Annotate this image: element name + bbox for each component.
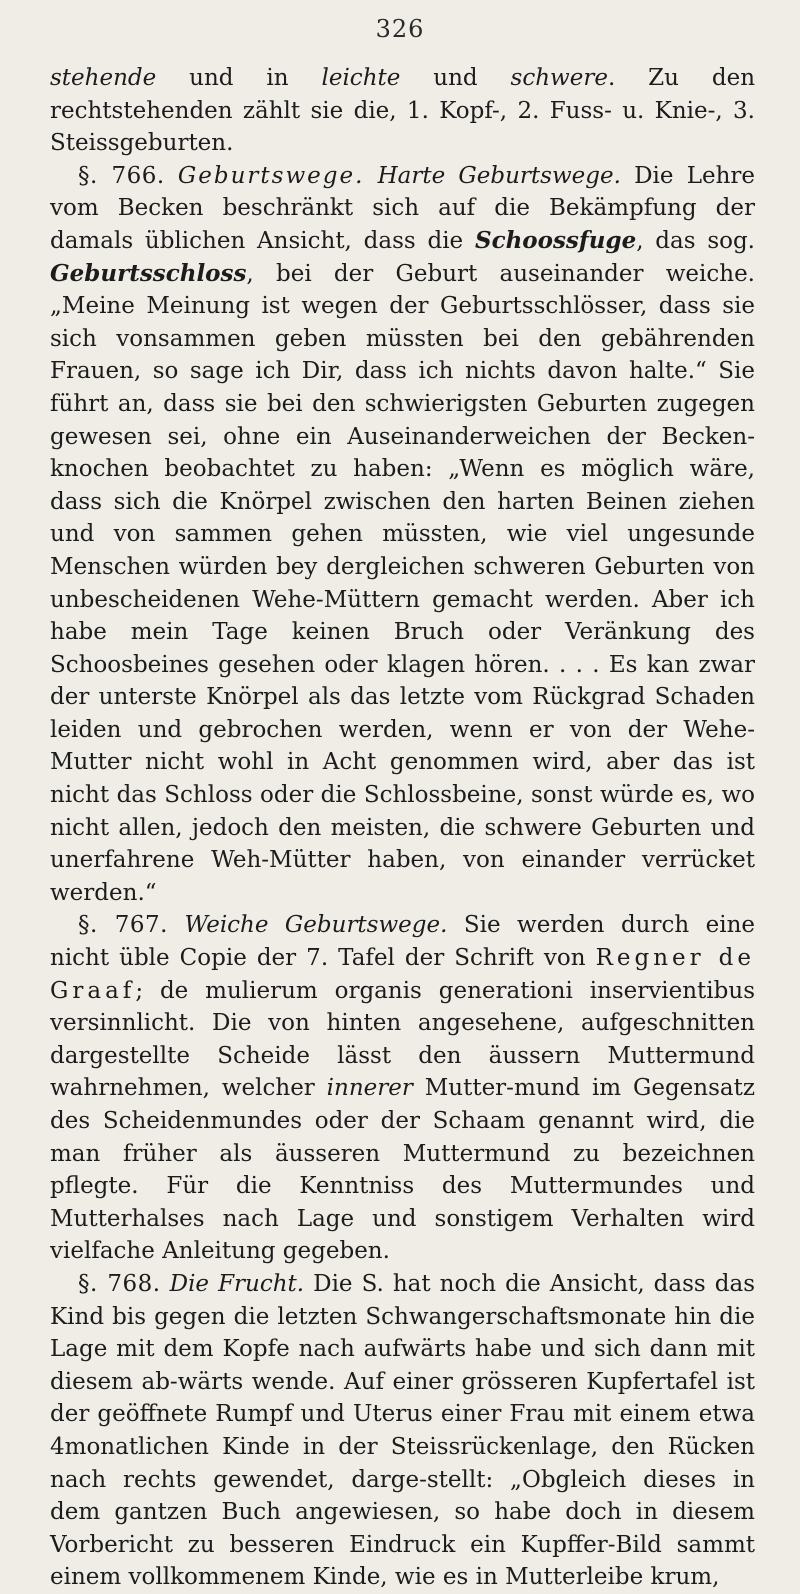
body-text [50, 62, 755, 1594]
section-heading: Weiche Geburtswege. [184, 912, 448, 939]
paragraph-intro: stehende und in leichte und schwere. Zu den rechtstehenden zählt sie die, 1. Kopf-, 2. Fuss- u. Knie-, 3. Steissgeburten. [50, 65, 756, 157]
section-heading: Geburtswege. [177, 162, 365, 189]
paragraph-766: §. 766. Geburtswege. Harte Geburtswege. Die Lehre vom Becken beschränkt sich auf die Bekämpfung der damals üblichen Ansicht, dass die Schoossfuge, das sog. Geburtsschloss, bei der Geburt auseinander weiche. „Meine Meinung ist wegen der Geburtsschlösser, dass sie sich vonsammen geben müssten bei den gebährenden Frauen, so sage ich Dir, dass ich nichts davon halte.“ Sie führt an, dass sie bei den schwierigsten Geburten zugegen gewesen sei, ohne ein Auseinanderweichen der Becken-knochen beobachtet zu haben: „Wenn es möglich wäre, dass sich die Knörpel zwischen den harten Beinen ziehen und von sammen gehen müssten, wie viel ungesunde Menschen würden bey dergleichen schweren Geburten von unbescheidenen Wehe-Müttern gemacht werden. Aber ich habe mein Tage keinen Bruch oder Veränkung des Schoosbeines gesehen oder klagen hören. . . . Es kan zwar der unterste Knörpel als das letzte vom Rückgrad Schaden leiden und gebrochen werden, wenn er von der Wehe-Mutter nicht wohl in Acht genommen wird, aber das ist nicht das Schloss oder die Schlossbeine, sonst würde es, wo nicht allen, jedoch den meisten, die schwere Geburten und unerfahrene Weh-Mütter haben, von einander verrücket werden.“ [50, 162, 756, 906]
term-innerer: innerer [326, 1075, 413, 1102]
term-schwere: schwere [510, 65, 608, 91]
section-number: §. 768. [78, 1270, 161, 1297]
section-subheading: Harte Geburtswege. [377, 162, 621, 189]
term-stehende: stehende [50, 65, 157, 91]
section-heading: Die Frucht. [169, 1270, 305, 1297]
paragraph-767: §. 767. Weiche Geburtswege. Sie werden durch eine nicht üble Copie der 7. Tafel der Schrift von Regner de Graaf; de mulierum organis generationi inservientibus versinnlicht. Die von hinten angesehene, aufgeschnitten dargestellte Scheide lässt den äussern Muttermund wahrnehmen, welcher innerer Mutter-mund im Gegensatz des Scheidenmundes oder der Schaam genannt wird, die man früher als äusseren Muttermund zu bezeichnen pflegte. Für die Kenntniss des Muttermundes und Mutterhalses nach Lage und sonstigem Verhalten wird vielfache Anleitung gegeben. [50, 912, 756, 1265]
section-number: §. 767. [78, 912, 168, 939]
author-name: Regner de Graaf [50, 945, 755, 1004]
page-number: 326 [375, 15, 425, 43]
term-geburtsschloss: Geburtsschloss [50, 259, 247, 287]
term-leichte: leichte [321, 65, 401, 91]
section-number: §. 766. [78, 162, 165, 189]
paragraph-768: §. 768. Die Frucht. Die S. hat noch die Ansicht, dass das Kind bis gegen die letzten Schwangerschaftsmonate hin die Lage mit dem Kopfe nach aufwärts habe und sich dann mit diesem ab-wärts wende. Auf einer grösseren Kupfertafel ist der geöffnete Rumpf und Uterus einer Frau mit einem etwa 4monatlichen Kinde in der Steissrückenlage, den Rücken nach rechts gewendet, darge-stellt: „Obgleich dieses in dem gantzen Buch angewiesen, so habe doch in diesem Vorbericht zu besseren Eindruck ein Kupffer-Bild sammt einem vollkommenem Kinde, wie es in Mutterleibe krum, [50, 1270, 756, 1591]
term-schoossfuge: Schoossfuge [474, 226, 637, 254]
